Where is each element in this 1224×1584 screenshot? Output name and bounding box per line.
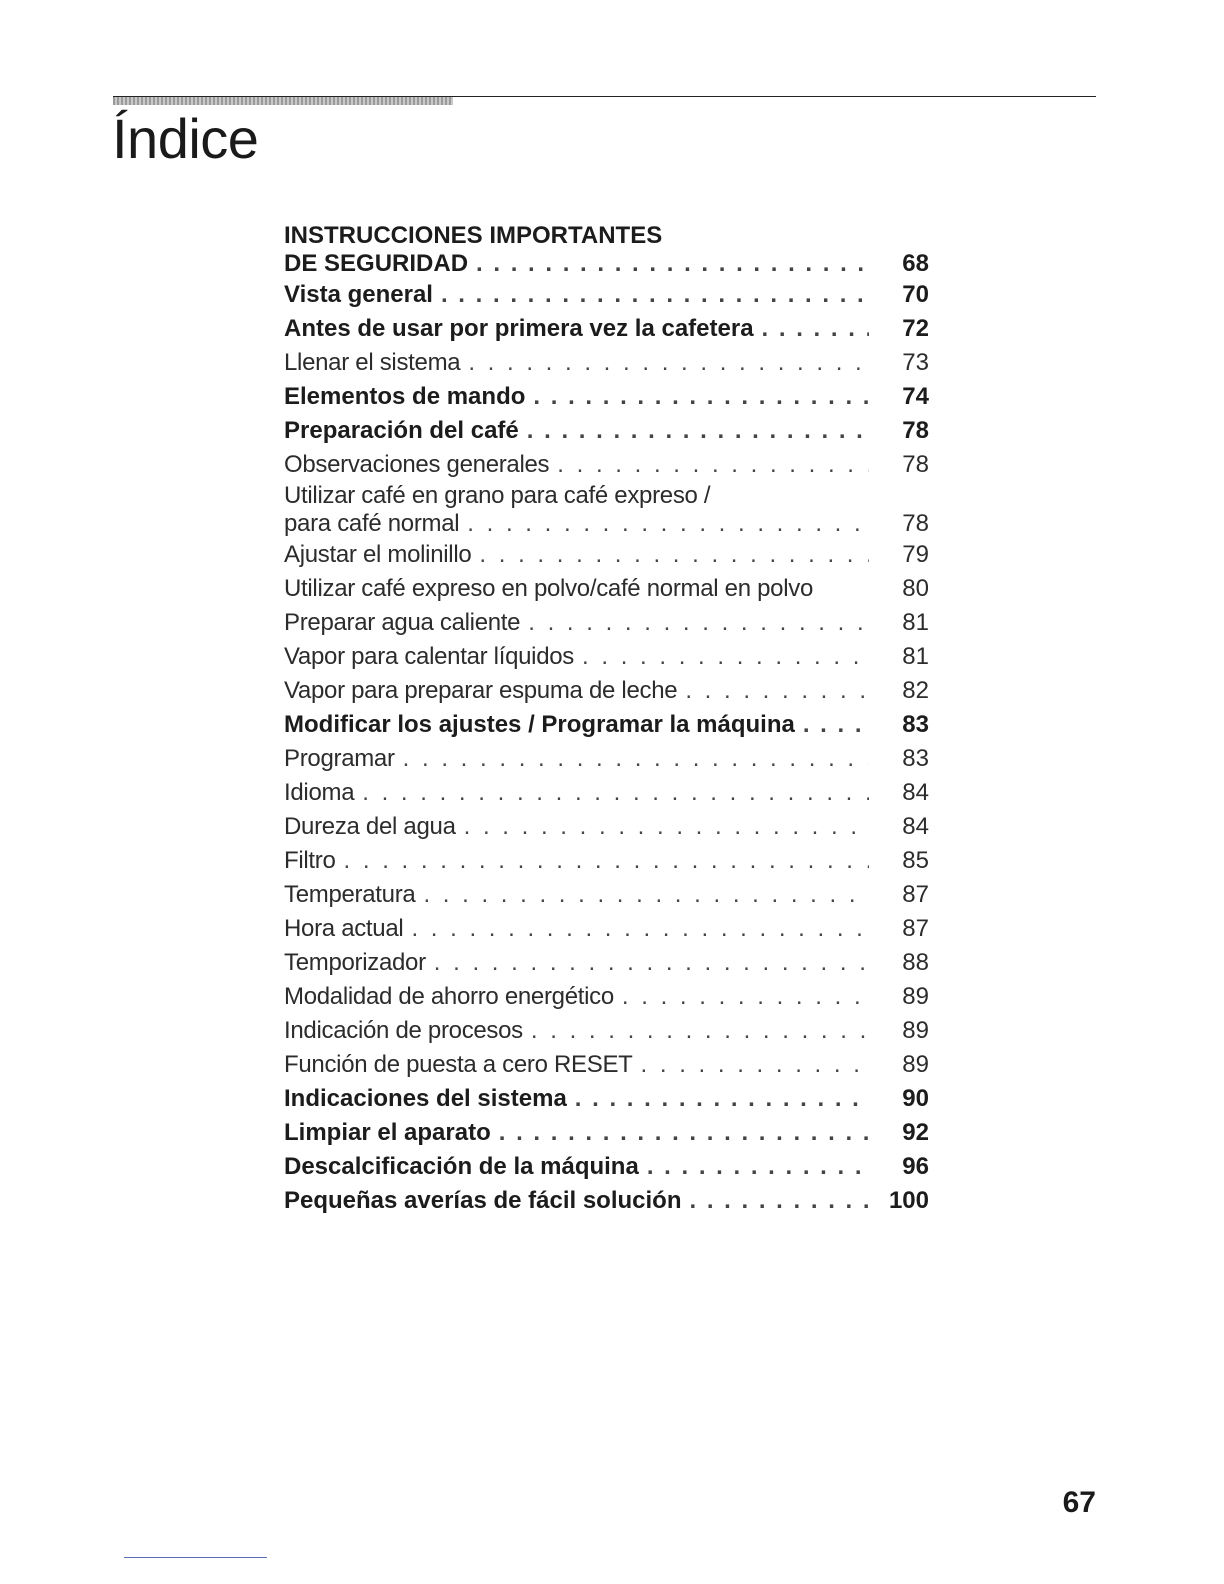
- dot-leader: [762, 312, 869, 346]
- dot-leader: [533, 380, 869, 414]
- footer-rule: [124, 1557, 267, 1558]
- toc-entry-label: Indicación de procesos: [284, 1017, 523, 1044]
- toc-entry-label: Pequeñas averías de fácil solución: [284, 1187, 682, 1214]
- dot-leader: [803, 708, 869, 742]
- toc-entry-page: 81: [902, 643, 929, 670]
- dot-leader: [464, 810, 869, 844]
- toc-entry-label: Idioma: [284, 779, 355, 806]
- toc-entry-label: Descalcificación de la máquina: [284, 1153, 639, 1180]
- toc-entry-page: 80: [902, 575, 929, 602]
- toc-entry-label: Hora actual: [284, 915, 404, 942]
- toc-entry-page: 73: [902, 349, 929, 376]
- toc-entry-page: 72: [902, 315, 929, 342]
- dot-leader: [468, 346, 869, 380]
- toc-entry-label: Ajustar el molinillo: [284, 541, 472, 568]
- toc-entry[interactable]: [284, 810, 929, 844]
- toc-entry-page: 82: [902, 677, 929, 704]
- toc-entry[interactable]: [284, 380, 929, 414]
- toc-entry-safety[interactable]: [284, 222, 929, 278]
- toc-entry[interactable]: [284, 346, 929, 380]
- toc-entry-label: Antes de usar por primera vez la cafetera: [284, 315, 754, 342]
- toc-entry-page: 92: [902, 1119, 929, 1146]
- toc-entry-page: 84: [902, 813, 929, 840]
- toc-entry-label: Utilizar café expreso en polvo/café normal en polvo: [284, 575, 813, 602]
- dot-leader: [685, 674, 869, 708]
- toc-entry-label-line1: Utilizar café en grano para café expreso /: [284, 482, 711, 509]
- toc-entry-page: 89: [902, 983, 929, 1010]
- toc-entry-label-line2: para café normal: [284, 510, 460, 537]
- toc-entry-page: 100: [888, 1187, 929, 1214]
- toc-entry-page: 81: [902, 609, 929, 636]
- toc-entry-page: 96: [902, 1153, 929, 1180]
- dot-leader: [403, 742, 869, 776]
- toc-entry[interactable]: [284, 776, 929, 810]
- toc-entry-label: Modalidad de ahorro energético: [284, 983, 614, 1010]
- toc-entry-page: 83: [902, 745, 929, 772]
- toc-entry[interactable]: [284, 980, 929, 1014]
- dot-leader: [362, 776, 869, 810]
- toc-entry[interactable]: [284, 1048, 929, 1082]
- toc-entry-page: 88: [902, 949, 929, 976]
- toc-entry-label: Indicaciones del sistema: [284, 1085, 567, 1112]
- toc-entry[interactable]: [284, 1116, 929, 1150]
- toc-entry-page: 85: [902, 847, 929, 874]
- toc-entry-page: 89: [902, 1017, 929, 1044]
- toc-entry-page: 90: [902, 1085, 929, 1112]
- dot-leader: [582, 640, 869, 674]
- toc-entry[interactable]: [284, 606, 929, 640]
- dot-leader: [622, 980, 869, 1014]
- toc-entry[interactable]: [284, 538, 929, 572]
- toc-entry-page: 87: [902, 915, 929, 942]
- toc-entry-label: Modificar los ajustes / Programar la máquina: [284, 711, 795, 738]
- toc-entry-page: 70: [902, 281, 929, 308]
- dot-leader: [690, 1184, 870, 1218]
- toc-entry-label-line2: DE SEGURIDAD: [284, 250, 469, 277]
- toc-entry[interactable]: [284, 946, 929, 980]
- toc-entry-label: Preparación del café: [284, 417, 519, 444]
- table-of-contents: [284, 222, 929, 1218]
- dot-leader: [441, 278, 869, 312]
- toc-entry[interactable]: [284, 1184, 929, 1218]
- dot-leader: [575, 1082, 869, 1116]
- toc-entry-label: Limpiar el aparato: [284, 1119, 491, 1146]
- toc-entry-label: Vista general: [284, 281, 433, 308]
- toc-entry-label: Filtro: [284, 847, 336, 874]
- toc-entry[interactable]: [284, 414, 929, 448]
- dot-leader: [411, 912, 869, 946]
- toc-entry-label: Llenar el sistema: [284, 349, 461, 376]
- toc-group-2: [284, 538, 929, 1218]
- dot-leader: [647, 1150, 869, 1184]
- toc-entry[interactable]: [284, 708, 929, 742]
- toc-entry[interactable]: [284, 1150, 929, 1184]
- dot-leader: [499, 1116, 869, 1150]
- toc-entry-label: Función de puesta a cero RESET: [284, 1051, 633, 1078]
- toc-entry[interactable]: [284, 674, 929, 708]
- toc-entry[interactable]: [284, 572, 929, 606]
- toc-entry-label: Vapor para preparar espuma de leche: [284, 677, 678, 704]
- toc-entry[interactable]: [284, 878, 929, 912]
- header-rule: [113, 96, 1096, 97]
- dot-leader: [527, 414, 869, 448]
- toc-entry[interactable]: [284, 448, 929, 482]
- toc-entry-page: 78: [902, 417, 929, 444]
- toc-entry-label: Preparar agua caliente: [284, 609, 521, 636]
- page-number: 67: [1062, 1486, 1096, 1519]
- toc-entry[interactable]: [284, 742, 929, 776]
- toc-entry-label: Observaciones generales: [284, 451, 550, 478]
- toc-entry-label: Programar: [284, 745, 395, 772]
- toc-entry[interactable]: [284, 1014, 929, 1048]
- toc-entry-label-line1: INSTRUCCIONES IMPORTANTES: [284, 222, 663, 249]
- dot-leader: [479, 538, 869, 572]
- toc-entry-label: Temperatura: [284, 881, 416, 908]
- toc-entry[interactable]: [284, 312, 929, 346]
- toc-entry-page: 89: [902, 1051, 929, 1078]
- toc-entry-label: Elementos de mando: [284, 383, 526, 410]
- dot-leader: [344, 844, 869, 878]
- toc-entry-label: Vapor para calentar líquidos: [284, 643, 575, 670]
- toc-entry[interactable]: [284, 278, 929, 312]
- toc-entry[interactable]: [284, 912, 929, 946]
- dot-leader: [423, 878, 869, 912]
- toc-entry-page: 83: [902, 711, 929, 738]
- dot-leader: [557, 448, 869, 482]
- dot-leader: [434, 946, 869, 980]
- toc-entry-page: 87: [902, 881, 929, 908]
- header-shaded-bar: [113, 96, 453, 105]
- toc-entry-page: 78: [902, 451, 929, 478]
- toc-entry-page: 84: [902, 779, 929, 806]
- toc-entry-page: 68: [902, 250, 929, 277]
- dot-leader: [467, 510, 869, 538]
- toc-entry-whole-bean[interactable]: [284, 482, 929, 538]
- dot-leader: [528, 606, 869, 640]
- toc-entry-label: Temporizador: [284, 949, 426, 976]
- toc-group-1: [284, 278, 929, 482]
- dot-leader: [476, 250, 869, 278]
- toc-entry-page: 74: [902, 383, 929, 410]
- toc-entry[interactable]: [284, 1082, 929, 1116]
- toc-entry-page: 79: [902, 541, 929, 568]
- toc-entry-page: 78: [902, 510, 929, 537]
- toc-entry[interactable]: [284, 844, 929, 878]
- dot-leader: [641, 1048, 869, 1082]
- dot-leader: [531, 1014, 869, 1048]
- toc-entry[interactable]: [284, 640, 929, 674]
- page-title: Índice: [112, 107, 259, 170]
- toc-entry-label: Dureza del agua: [284, 813, 456, 840]
